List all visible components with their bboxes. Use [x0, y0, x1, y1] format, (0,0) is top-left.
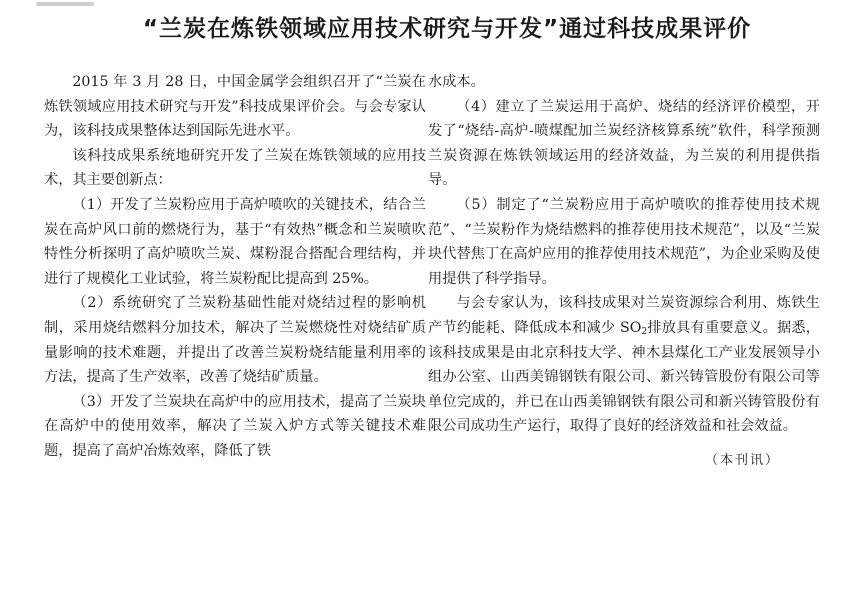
article-body — [44, 70, 820, 468]
scan-artifact — [36, 2, 94, 6]
conclusion-text-part-1: 与会专家认为，该科技成果对兰炭资源综合利用、炼铁生产节约能耗、降低成本和减少 SO — [428, 295, 820, 336]
paragraph-point-2: （2）系统研究了兰炭粉基础性能对烧结过程的影响机制，采用烧结燃料分加技术，解决了兰炭燃烧性对烧结矿质量影响的技术难题，并提出了改善兰炭粉烧结能量利用率的方法，提高了生产效率，改善了烧结矿质量。 — [44, 295, 426, 386]
right-column — [428, 70, 820, 468]
paragraph-point-3-continued: 水成本。 — [428, 74, 485, 90]
paragraph-point-4: （4）建立了兰炭运用于高炉、烧结的经济评价模型，开发了“烧结-高炉-喷煤配加兰炭经济核算系统”软件，科学预测兰炭资源在炼铁领域运用的经济效益，为兰炭的利用提供指导。 — [428, 98, 820, 189]
conclusion-text-part-2: 排放具有重要意义。据悉，该科技成果是由北京科技大学、神木县煤化工产业发展领导小组办公室、山西美锦钢铁有限公司、新兴铸管股份有限公司等单位完成的，并已在山西美锦钢铁有限公司和新兴铸管股份有限公司成功生产运行，取得了良好的经济效益和社会效益。 — [428, 319, 820, 435]
paragraph-intro: 2015 年 3 月 28 日，中国金属学会组织召开了“兰炭在炼铁领域应用技术研究与开发”科技成果评价会。与会专家认为，该科技成果整体达到国际先进水平。 — [44, 74, 426, 140]
left-column — [44, 70, 426, 468]
paragraph-summary: 该科技成果系统地研究开发了兰炭在炼铁领域的应用技术，其主要创新点： — [44, 147, 426, 189]
paragraph-point-1: （1）开发了兰炭粉应用于高炉喷吹的关键技术，结合兰炭在高炉风口前的燃烧行为，基于“有效热”概念和兰炭喷吹特性分析探明了高炉喷吹兰炭、煤粉混合搭配合理结构，并进行了规模化工业试验，将兰炭粉配比提高到 25%。 — [44, 196, 426, 287]
paragraph-conclusion — [428, 291, 820, 439]
so2-subscript: 2 — [641, 326, 648, 337]
paragraph-point-3: （3）开发了兰炭块在高炉中的应用技术，提高了兰炭块在高炉中的使用效率，解决了兰炭入炉方式等关键技术难题，提高了高炉冶炼效率，降低了铁 — [44, 393, 426, 459]
article-title: “兰炭在炼铁领域应用技术研究与开发”通过科技成果评价 — [142, 16, 752, 42]
paragraph-point-5: （5）制定了“兰炭粉应用于高炉喷吹的推荐使用技术规范”、“兰炭粉作为烧结燃料的推荐使用技术规范”，以及“兰炭块代替焦丁在高炉应用的推荐使用技术规范”，为企业采购及使用提供了科学指导。 — [428, 196, 820, 287]
article-signoff: （本刊讯） — [704, 452, 780, 468]
